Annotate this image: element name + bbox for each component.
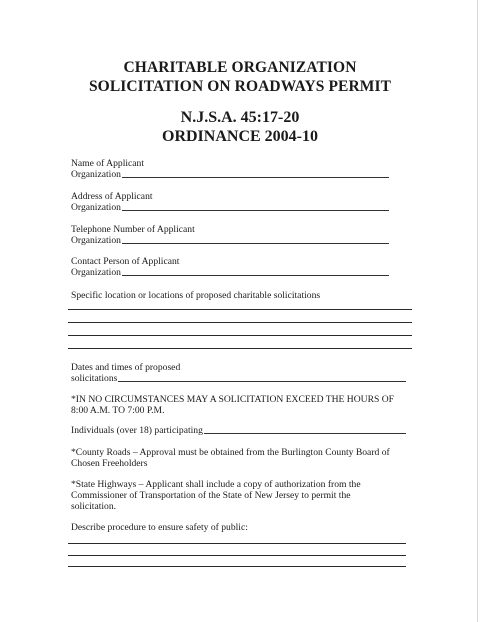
individuals-label: Individuals (over 18) participating xyxy=(71,425,203,436)
form-title-line2: SOLICITATION ON ROADWAYS PERMIT xyxy=(88,78,392,95)
telephone-blank-line[interactable] xyxy=(122,243,389,244)
location-line-1[interactable] xyxy=(68,309,412,310)
individuals-blank-line[interactable] xyxy=(204,433,406,434)
telephone-label: Telephone Number of Applicant xyxy=(71,224,195,235)
telephone-organization-label: Organization xyxy=(71,235,121,246)
dates-field[interactable] xyxy=(71,373,406,384)
ordinance-reference: ORDINANCE 2004-10 xyxy=(162,128,318,145)
individuals-field[interactable] xyxy=(71,425,406,436)
contact-label: Contact Person of Applicant xyxy=(71,256,180,267)
dates-label: Dates and times of proposed xyxy=(71,362,181,373)
county-notice-line1: *County Roads – Approval must be obtained from the Burlington County Board of xyxy=(71,447,390,458)
dates-blank-line[interactable] xyxy=(118,381,406,382)
form-title-line1: CHARITABLE ORGANIZATION xyxy=(123,59,357,76)
state-notice-line2: Commissioner of Transportation of the State of New Jersey to permit the xyxy=(71,490,351,501)
state-notice-line1: *State Highways – Applicant shall include a copy of authorization from the xyxy=(71,479,361,490)
safety-label: Describe procedure to ensure safety of public: xyxy=(71,522,248,533)
location-line-4[interactable] xyxy=(68,348,412,349)
address-organization-label: Organization xyxy=(71,202,121,213)
name-blank-line[interactable] xyxy=(122,177,389,178)
dates-label-line2: solicitations xyxy=(71,373,118,384)
state-notice-line3: solicitation. xyxy=(71,501,117,512)
contact-blank-line[interactable] xyxy=(122,275,389,276)
safety-line-2[interactable] xyxy=(68,555,406,556)
name-organization-label: Organization xyxy=(71,169,121,180)
county-notice-line2: Chosen Freeholders xyxy=(71,458,148,469)
address-organization-field[interactable] xyxy=(71,202,389,213)
hours-notice-line1: *IN NO CIRCUMSTANCES MAY A SOLICITATION EXCEED THE HOURS OF xyxy=(71,394,394,405)
location-label: Specific location or locations of proposed charitable solicitations xyxy=(71,290,321,301)
name-label: Name of Applicant xyxy=(71,158,144,169)
contact-organization-label: Organization xyxy=(71,267,121,278)
address-blank-line[interactable] xyxy=(122,210,389,211)
location-line-3[interactable] xyxy=(68,335,412,336)
safety-line-1[interactable] xyxy=(68,543,406,544)
safety-line-3[interactable] xyxy=(68,566,406,567)
name-organization-field[interactable] xyxy=(71,169,389,180)
address-label: Address of Applicant xyxy=(71,191,153,202)
contact-organization-field[interactable] xyxy=(71,267,389,278)
location-line-2[interactable] xyxy=(68,322,412,323)
statute-reference: N.J.S.A. 45:17-20 xyxy=(180,109,300,126)
telephone-organization-field[interactable] xyxy=(71,235,389,246)
hours-notice-line2: 8:00 A.M. TO 7:00 P.M. xyxy=(71,405,165,416)
